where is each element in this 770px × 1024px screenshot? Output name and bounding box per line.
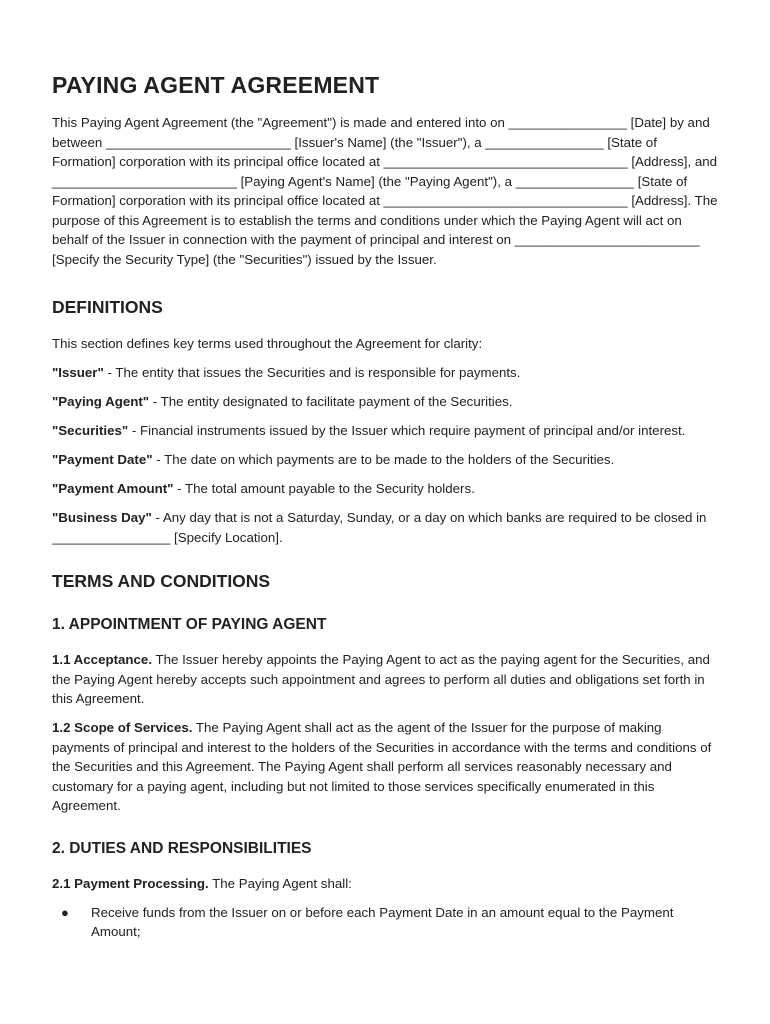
definition-text: - Any day that is not a Saturday, Sunday, or a day on which banks are required to be closed in ________________ [Specify Location]. [52,510,707,545]
definition-item [52,508,718,547]
clause-2-1 [52,874,718,894]
definition-term: "Payment Date" [52,452,153,467]
definition-term: "Issuer" [52,365,104,380]
definition-term: "Payment Amount" [52,481,174,496]
clause-text: The Paying Agent shall act as the agent of the Issuer for the purpose of making payments of principal and interest to the holders of the Securities in accordance with the terms and conditions of the Securities and this Agreement. The Paying Agent shall perform all services reasonably necessary and customary for a paying agent, including but not limited to those services specifically enumerated in this Agreement. [52,720,712,813]
definition-term: "Business Day" [52,510,152,525]
definitions-heading: DEFINITIONS [52,297,163,317]
clause-1-2 [52,718,718,816]
clause-1-1 [52,650,718,709]
definition-item [52,392,718,412]
payment-processing-list [52,903,718,942]
clause-text: The Paying Agent shall: [208,875,352,891]
definition-term: "Securities" [52,423,129,438]
definition-item [52,421,718,441]
terms-heading: TERMS AND CONDITIONS [52,571,271,591]
section-2-heading: 2. DUTIES AND RESPONSIBILITIES [52,839,312,857]
list-item-text: Receive funds from the Issuer on or before each Payment Date in an amount equal to the Payment Amount; [91,904,674,939]
definitions-lead: This section defines key terms used throughout the Agreement for clarity: [52,336,483,351]
clause-label: 1.2 Scope of Services. [52,720,193,735]
clause-label: 2.1 Payment Processing. [52,875,209,891]
definition-item [52,450,718,470]
section-1-heading: 1. APPOINTMENT OF PAYING AGENT [52,616,327,633]
definition-text: - The entity that issues the Securities and is responsible for payments. [103,365,521,380]
definition-item [52,479,718,499]
definition-text: - The total amount payable to the Security holders. [173,481,475,496]
intro-paragraph: This Paying Agent Agreement (the "Agreement") is made and entered into on ________________ [Date] by and between _________________________ [Issuer's Name] (the "Issuer"), a ________________ [State of Formation] corporation with its principal office located at _________________________________ [Address], and _________________________ [Paying Agent's Name] (the "Paying Agent"), a ________________ [State of Formation] corporation with its principal office located at _________________________________ [Address]. The purpose of this Agreement is to establish the terms and conditions under which the Paying Agent will act on behalf of the Issuer in connection with the payment of principal and interest on _________________________ [Specify the Security Type] (the "Securities") issued by the Issuer. [52,115,718,267]
definition-text: - The date on which payments are to be made to the holders of the Securities. [152,452,615,467]
definition-text: - Financial instruments issued by the Issuer which require payment of principal and/or interest. [128,423,686,438]
bullet-icon: ● [61,904,69,920]
list-item [52,903,718,942]
definition-item [52,363,718,383]
definition-term: "Paying Agent" [52,394,150,409]
definition-text: - The entity designated to facilitate payment of the Securities. [149,394,513,409]
document-title: PAYING AGENT AGREEMENT [52,72,380,98]
clause-label: 1.1 Acceptance. [52,652,153,667]
clause-text: The Issuer hereby appoints the Paying Agent to act as the paying agent for the Securities, and the Paying Agent hereby accepts such appointment and agrees to perform all duties and obligations set forth in this Agreement. [52,652,710,706]
